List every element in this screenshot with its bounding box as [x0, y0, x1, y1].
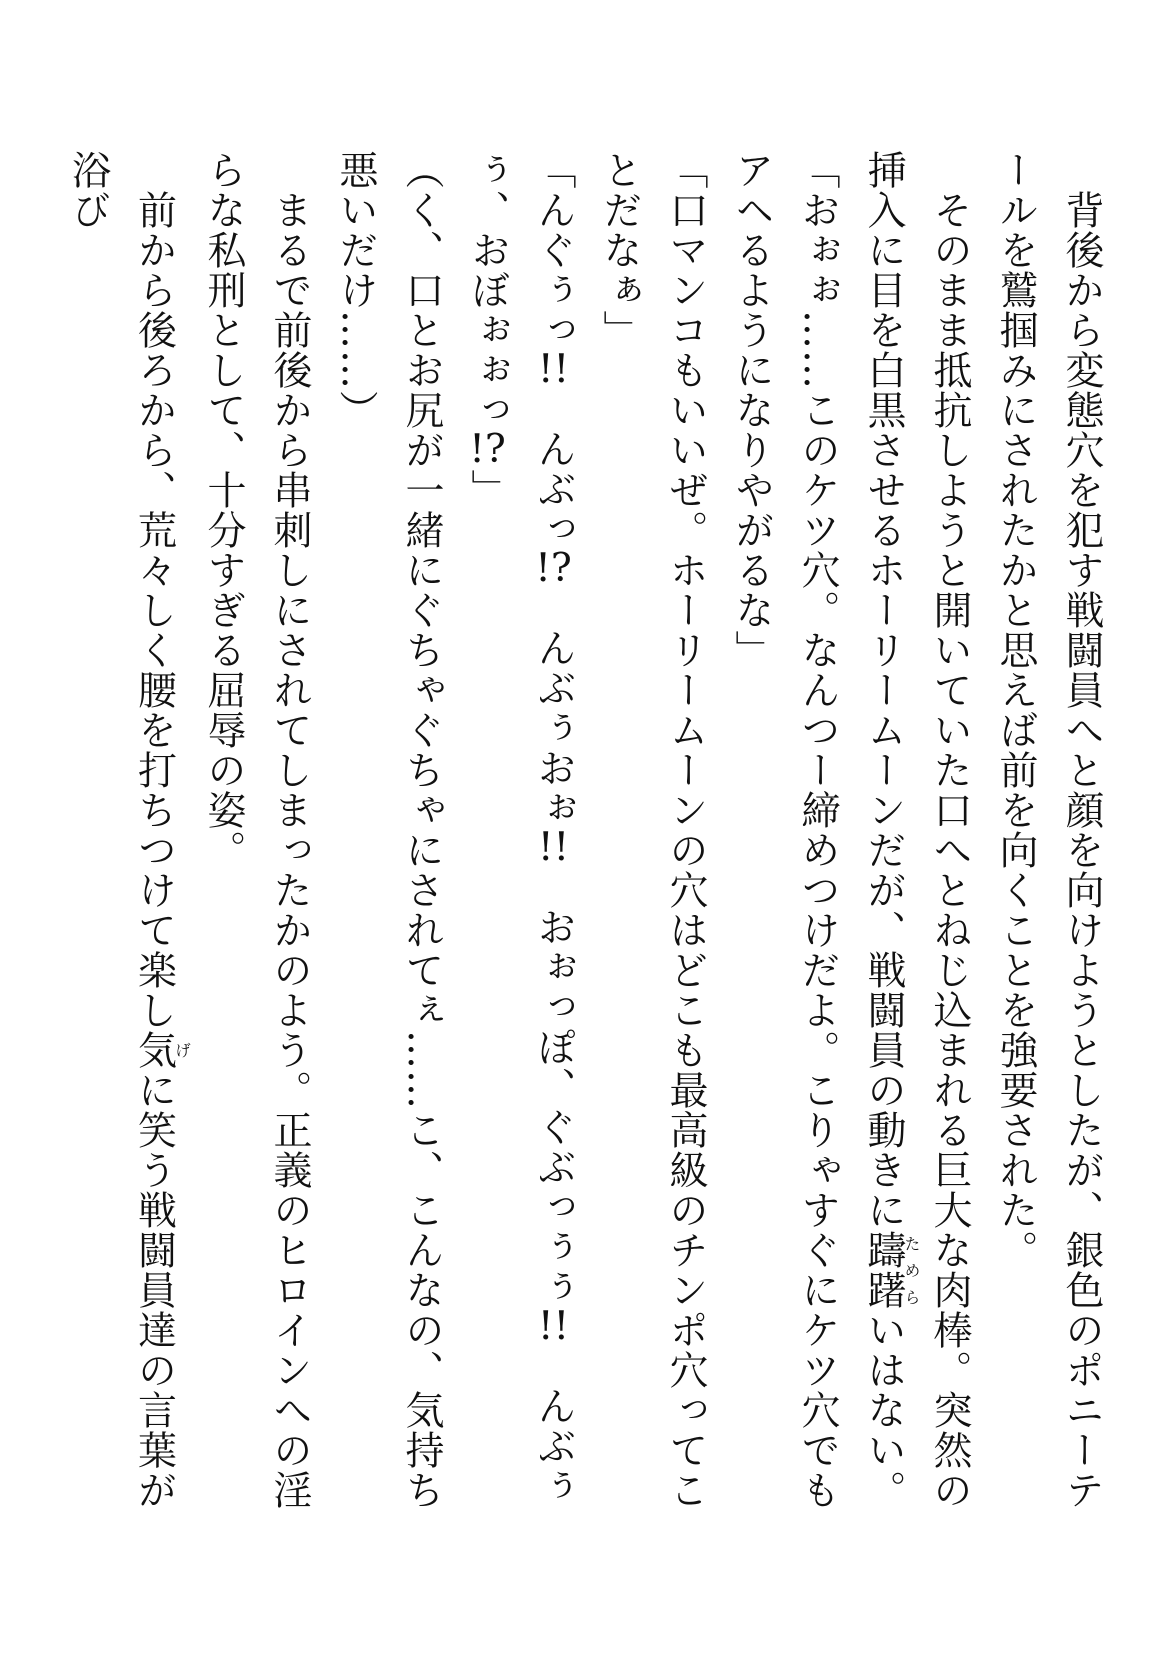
paragraph [190, 150, 322, 1545]
ruby-base: 気 [131, 1030, 177, 1070]
upright-punctuation: !! [537, 828, 570, 867]
paragraph [322, 150, 454, 1545]
text-run: いはない。 [861, 1310, 906, 1510]
ruby-annotation [861, 1230, 921, 1310]
vertical-text-body [55, 150, 1115, 1545]
text-run: そのまま抵抗しようと開いていた口へとねじ込まれる巨大な肉棒。突然の挿入に目を白黒させるホーリームーンだが、戦闘員の動きに [861, 150, 972, 1510]
paragraph [586, 150, 718, 1545]
text-run: に笑う戦闘員達の言葉が浴び [65, 150, 177, 1510]
upright-punctuation: !! [537, 350, 570, 389]
text-run: まるで前後から串刺しにされてしまったかのよう。正義のヒロインへの淫らな私刑として、十分すぎる屈辱の姿。 [201, 150, 312, 1510]
ruby-reading: げ [172, 1030, 192, 1070]
text-run: 」 [465, 469, 510, 509]
ruby-annotation [131, 1030, 192, 1070]
text-run: んぶぅおぉ [531, 588, 576, 828]
upright-punctuation: !? [469, 430, 506, 469]
paragraph [982, 150, 1114, 1545]
upright-punctuation: !? [535, 549, 572, 588]
paragraph [850, 150, 982, 1545]
text-run: んぶっ [531, 389, 576, 549]
paragraph [454, 150, 586, 1545]
text-run: 前から後ろから、荒々しく腰を打ちつけて楽し [131, 150, 177, 1030]
paragraph [55, 150, 191, 1545]
text-run: 背後から変態穴を犯す戦闘員へと顔を向けようとしたが、銀色のポニーテールを鷲掴みにされたかと思えば前を向くことを強要された。 [993, 150, 1104, 1510]
upright-punctuation: !! [537, 1307, 570, 1346]
ruby-base: 躊躇 [861, 1230, 906, 1310]
text-run: （く、口とお尻が一緒にぐちゃぐちゃにされてぇ……こ、こんなの、気持ち悪いだけ……） [333, 150, 444, 1510]
ruby-reading: ためら [902, 1230, 921, 1310]
text-run: んぶぅぅ、おぼぉぉっ [465, 150, 576, 1506]
text-run: 「口マンコもいいぜ。ホーリームーンの穴はどこも最高級のチンポ穴ってことだなぁ」 [597, 150, 708, 1510]
text-run: おぉっぽ、ぐぶっぅぅ [531, 867, 576, 1307]
paragraph [718, 150, 850, 1545]
text-run: 「おぉぉ……このケツ穴。なんつー締めつけだよ。こりゃすぐにケツ穴でもアヘるようになりやがるな」 [729, 150, 840, 1510]
text-run: 「んぐぅっ [531, 150, 576, 350]
